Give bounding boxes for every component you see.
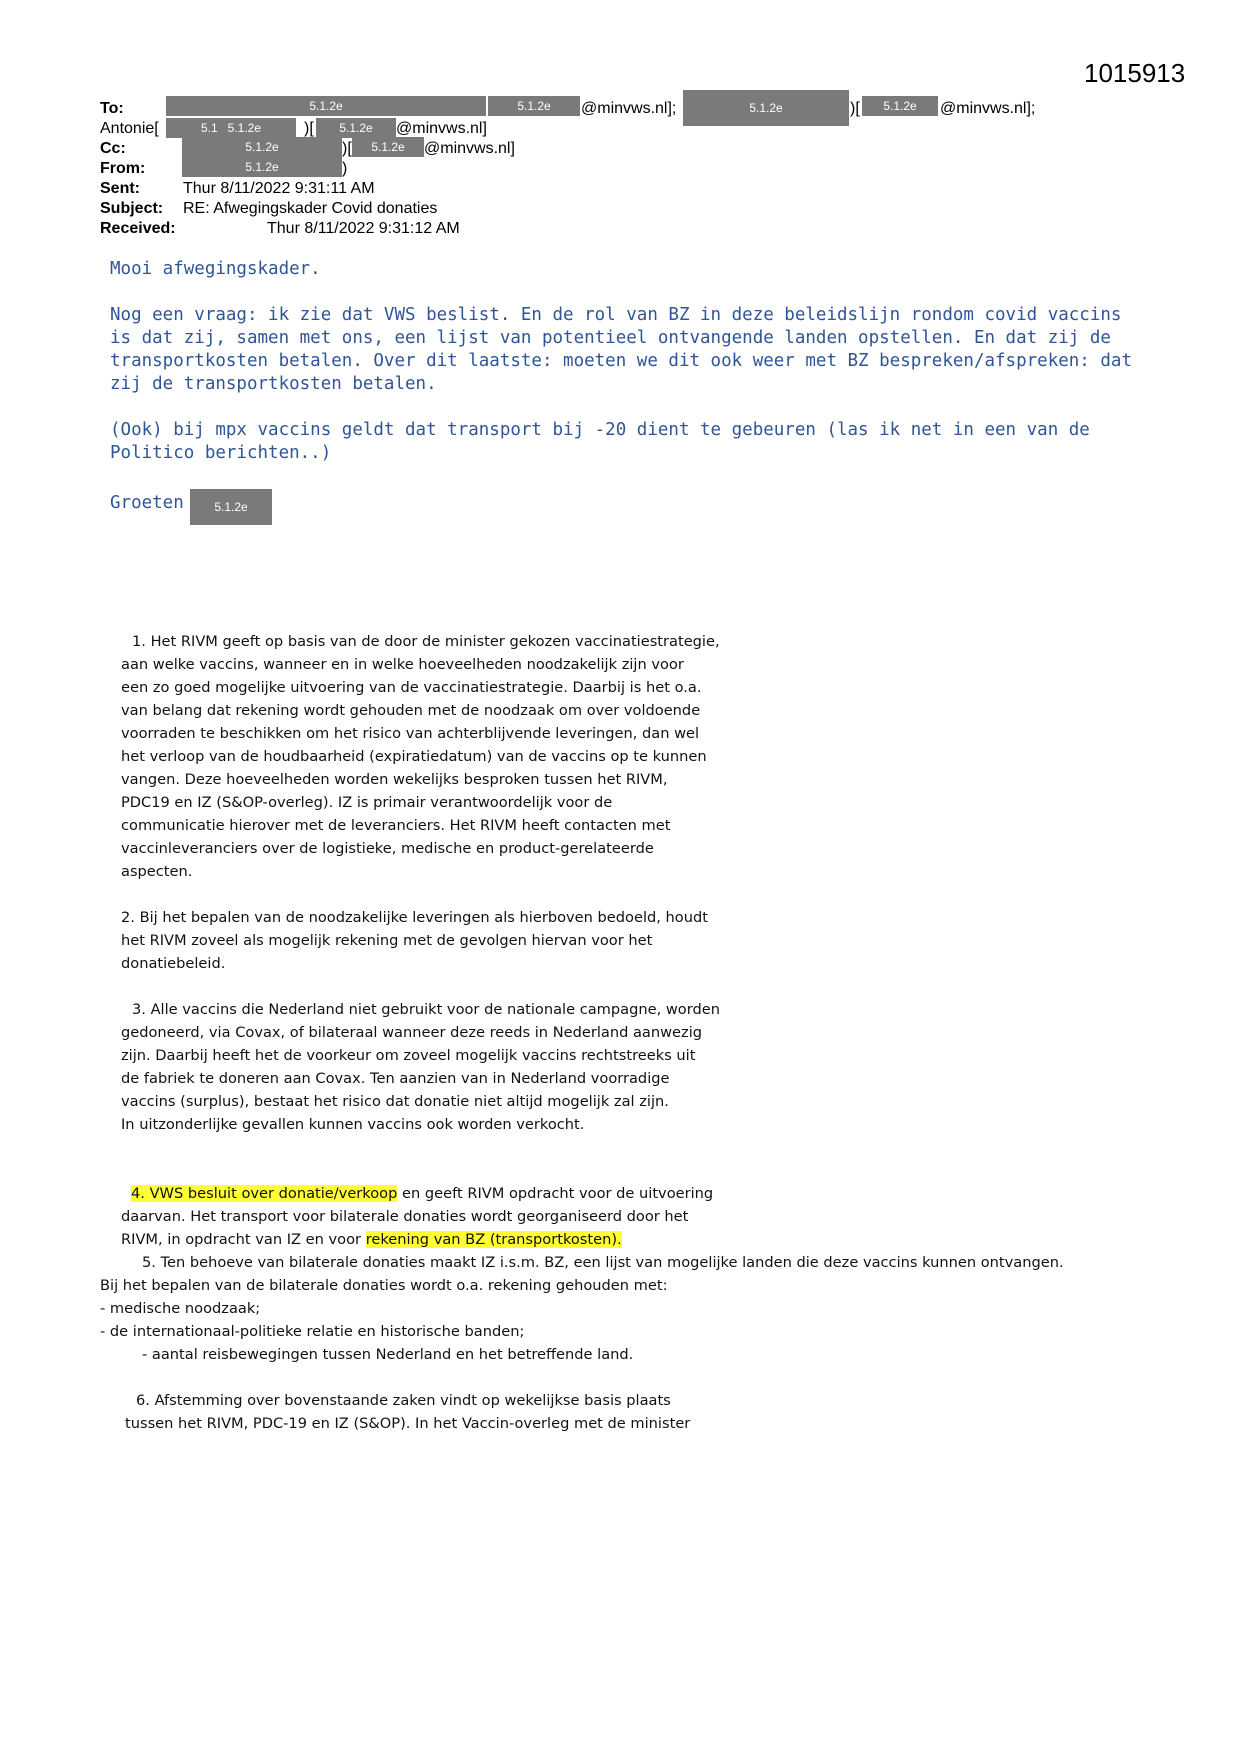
text-line: daarvan. Het transport voor bilaterale donaties wordt georganiseerd door het [121, 1208, 689, 1225]
text-line: 1. Het RIVM geeft op basis van de door de minister gekozen vaccinatiestrategie, [132, 633, 720, 650]
from-label: From: [100, 160, 146, 177]
mail-paragraph: Mooi afwegingskader. [110, 259, 321, 279]
text-line: 6. Afstemming over bovenstaande zaken vindt op wekelijkse basis plaats [136, 1392, 671, 1409]
text-line: - medische noodzaak; [100, 1300, 261, 1317]
received-label: Received: [100, 220, 176, 237]
to-separator: )[ [850, 100, 860, 117]
cc-label: Cc: [100, 140, 126, 157]
redaction-block: 5.1.2e [182, 157, 342, 177]
text-line: vaccinleveranciers over de logistieke, medische en product-gerelateerde [121, 840, 654, 857]
mail-greeting: Groeten [110, 493, 184, 513]
text-line: aan welke vaccins, wanneer en in welke hoeveelheden noodzakelijk zijn voor [121, 656, 684, 673]
text-line: - de internationaal-politieke relatie en historische banden; [100, 1323, 525, 1340]
text-line: Bij het bepalen van de bilaterale donaties wordt o.a. rekening gehouden met: [100, 1277, 668, 1294]
subject-label: Subject: [100, 200, 164, 217]
redaction-block: 5.1.2e [182, 137, 342, 157]
text-line: 2. Bij het bepalen van de noodzakelijke leveringen als hierboven bedoeld, houdt [121, 909, 708, 926]
text-line: - aantal reisbewegingen tussen Nederland en het betreffende land. [142, 1346, 634, 1363]
text-line: vaccins (surplus), bestaat het risico dat donatie niet altijd mogelijk zal zijn. [121, 1093, 669, 1110]
mail-body [110, 258, 1150, 465]
text-line: 5. Ten behoeve van bilaterale donaties maakt IZ i.s.m. BZ, een lijst van mogelijke landen die deze vaccins kunnen ontvangen. [142, 1254, 1064, 1271]
to-domain-2: @minvws.nl]; [940, 100, 1036, 117]
text-line: PDC19 en IZ (S&OP-overleg). IZ is primair verantwoordelijk voor de [121, 794, 613, 811]
text-line: tussen het RIVM, PDC-19 en IZ (S&OP). In het Vaccin-overleg met de minister [125, 1415, 691, 1432]
text-line: gedoneerd, via Covax, of bilateraal wanneer deze reeds in Nederland aanwezig [121, 1024, 703, 1041]
text-line: communicatie hierover met de leveranciers. Het RIVM heeft contacten met [121, 817, 671, 834]
cc-domain: @minvws.nl] [424, 140, 515, 157]
text-line: zijn. Daarbij heeft het de voorkeur om zoveel mogelijk vaccins rechtstreeks uit [121, 1047, 696, 1064]
from-close: ) [342, 160, 348, 177]
sent-value: Thur 8/11/2022 9:31:11 AM [183, 180, 375, 197]
text-line: de fabriek te doneren aan Covax. Ten aanzien van in Nederland voorradige [121, 1070, 670, 1087]
text-line: aspecten. [121, 863, 193, 880]
redaction-block: 5.1.2e [488, 96, 580, 116]
text-line: 4. VWS besluit over donatie/verkoop en geeft RIVM opdracht voor de uitvoering [131, 1185, 714, 1202]
redaction-block: 5.1.2e [352, 137, 424, 157]
redaction-block: 5.1.2e [190, 489, 272, 525]
received-value: Thur 8/11/2022 9:31:12 AM [267, 220, 460, 237]
text-line: donatiebeleid. [121, 955, 226, 972]
text-line: van belang dat rekening wordt gehouden met de noodzaak om over voldoende [121, 702, 701, 719]
highlighted-text: rekening van BZ (transportkosten). [365, 1231, 622, 1248]
subject-value: RE: Afwegingskader Covid donaties [183, 200, 438, 217]
text-line: voorraden te beschikken om het risico van achterblijvende leveringen, dan wel [121, 725, 700, 742]
document-number: 1015913 [1084, 58, 1186, 88]
text-line: het verloop van de houdbaarheid (expiratiedatum) van de vaccins op te kunnen [121, 748, 707, 765]
cc-separator: )[ [342, 140, 352, 157]
redaction-block: 5.1.2e [316, 118, 396, 138]
redaction-block: 5.1.2e [683, 90, 849, 126]
text-line: het RIVM zoveel als mogelijk rekening met de gevolgen hiervan voor het [121, 932, 653, 949]
redaction-block: 5.1 5.1.2e [166, 118, 296, 138]
mail-paragraph: Nog een vraag: ik zie dat VWS beslist. En de rol van BZ in deze beleidslijn rondom covid vaccins is dat zij, samen met ons, een lijst van potentieel ontvangende landen opstellen. En dat zij de transportkosten betalen. Over dit laatste: moeten we dit ook weer met BZ bespreken/afspreken: dat zij de transportkosten betalen. [110, 305, 1132, 394]
recipient-antonie: Antonie[ [100, 120, 159, 137]
highlighted-text: 4. VWS besluit over donatie/verkoop [131, 1185, 398, 1202]
text-line: RIVM, in opdracht van IZ en voor rekening van BZ (transportkosten). [121, 1231, 622, 1248]
antonie-separator: )[ [304, 120, 314, 137]
antonie-domain: @minvws.nl] [396, 120, 487, 137]
text-line: In uitzonderlijke gevallen kunnen vaccins ook worden verkocht. [121, 1116, 585, 1133]
redaction-block: 5.1.2e [862, 96, 938, 116]
text-line: een zo goed mogelijke uitvoering van de vaccinatiestrategie. Daarbij is het o.a. [121, 679, 702, 696]
mail-paragraph: (Ook) bij mpx vaccins geldt dat transport bij -20 dient te gebeuren (las ik net in een van de Politico berichten..) [110, 420, 1090, 463]
sent-label: Sent: [100, 180, 140, 197]
text-line: 3. Alle vaccins die Nederland niet gebruikt voor de nationale campagne, worden [132, 1001, 720, 1018]
text-line: vangen. Deze hoeveelheden worden wekelijks besproken tussen het RIVM, [121, 771, 668, 788]
redaction-block: 5.1.2e [166, 96, 486, 116]
to-label: To: [100, 100, 124, 117]
to-row [100, 99, 124, 119]
to-domain: @minvws.nl]; [581, 100, 677, 117]
